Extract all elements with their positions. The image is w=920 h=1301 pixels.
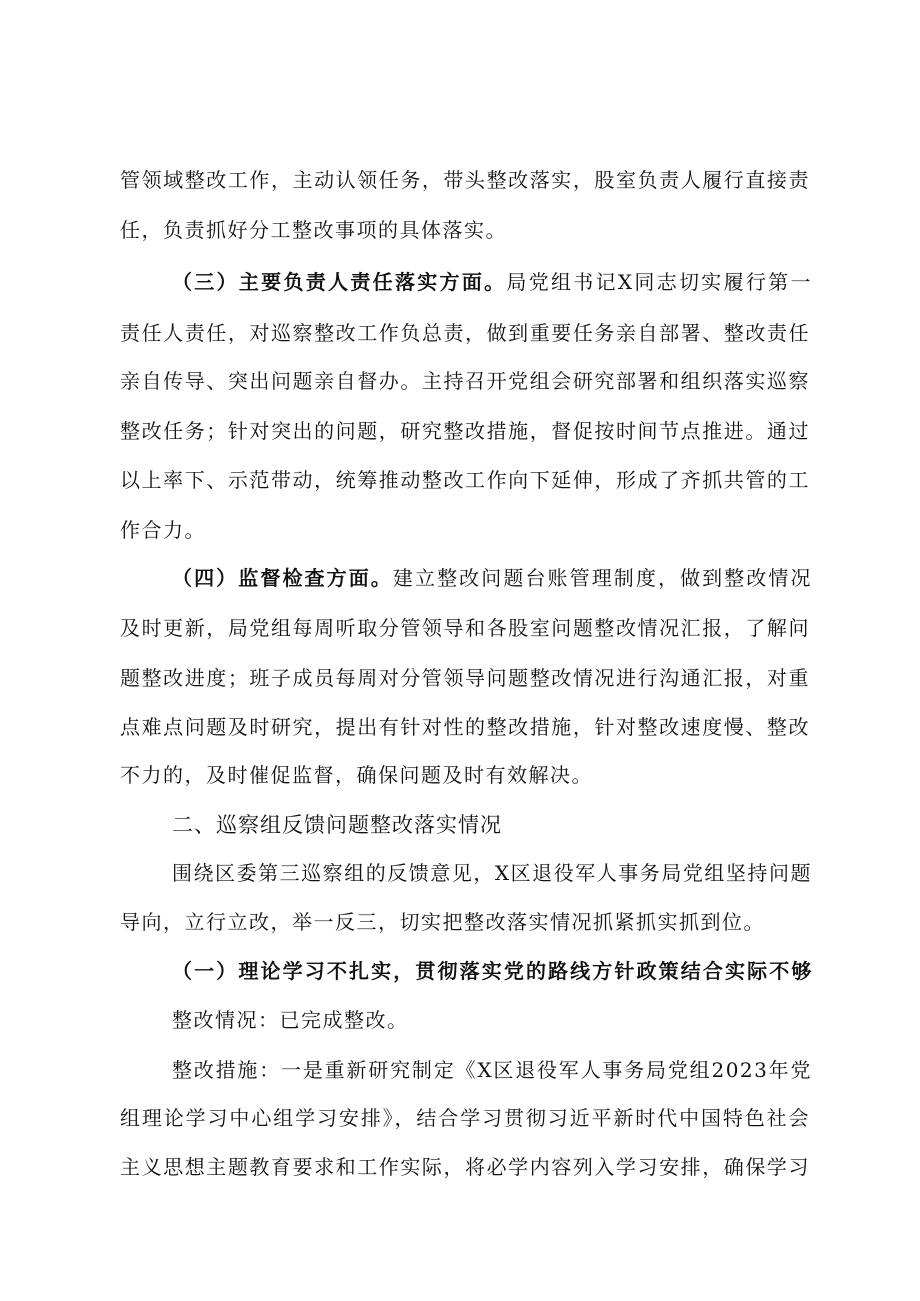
item-3-first-line [172,267,812,297]
paragraph-line: 整改任务；针对突出的问题，研究整改措施，督促按时间节点推进。通过 [120,419,810,443]
paragraph-line: 题整改进度；班子成员每周对分管领导问题整改情况进行沟通汇报，对重 [120,666,810,690]
item-4-label: （四）监督检查方面。 [172,566,393,590]
item-3-text: 局党组书记X同志切实履行第一 [506,270,812,294]
paragraph-line: 作合力。 [120,518,206,542]
paragraph-line: 整改措施：一是重新研究制定《X区退役军人事务局党组2023年党 [172,1058,812,1082]
subsection-title: （一）理论学习不扎实，贯彻落实党的路线方针政策结合实际不够 [172,959,812,983]
paragraph-line: 及时更新，局党组每周听取分管领导和各股室问题整改情况汇报，了解问 [120,616,810,640]
item-4-text: 建立整改问题台账管理制度，做到整改情况 [392,566,812,590]
paragraph-line: 亲自传导、突出问题亲自督办。主持召开党组会研究部署和组织落实巡察 [120,369,810,393]
paragraph-line: 任，负责抓好分工整改事项的具体落实。 [120,218,507,242]
item-3-label: （三）主要负责人责任落实方面。 [172,270,507,294]
paragraph-line: 责任人责任，对巡察整改工作负总责，做到重要任务亲自部署、整改责任 [120,321,810,345]
section-heading: 二、巡察组反馈问题整改落实情况 [172,813,502,837]
item-4-first-line [172,563,812,593]
paragraph-line: 组理论学习中心组学习安排》，结合学习贯彻习近平新时代中国特色社会 [120,1106,810,1130]
paragraph-line: 管领域整改工作，主动认领任务，带头整改落实，股室负责人履行直接责 [120,168,810,192]
rectification-status: 整改情况：已完成整改。 [172,1008,409,1032]
paragraph-line: 围绕区委第三巡察组的反馈意见，X区退役军人事务局党组坚持问题 [172,861,812,885]
paragraph-line: 主义思想主题教育要求和工作实际，将必学内容列入学习安排，确保学习 [120,1155,810,1179]
paragraph-line: 点难点问题及时研究，提出有针对性的整改措施，针对整改速度慢、整改 [120,715,810,739]
paragraph-line: 导向，立行立改，举一反三，切实把整改落实情况抓紧抓实抓到位。 [120,910,765,934]
paragraph-line: 不力的，及时催促监督，确保问题及时有效解决。 [120,763,593,787]
paragraph-line: 以上率下、示范带动，统筹推动整改工作向下延伸，形成了齐抓共管的工 [120,468,810,492]
